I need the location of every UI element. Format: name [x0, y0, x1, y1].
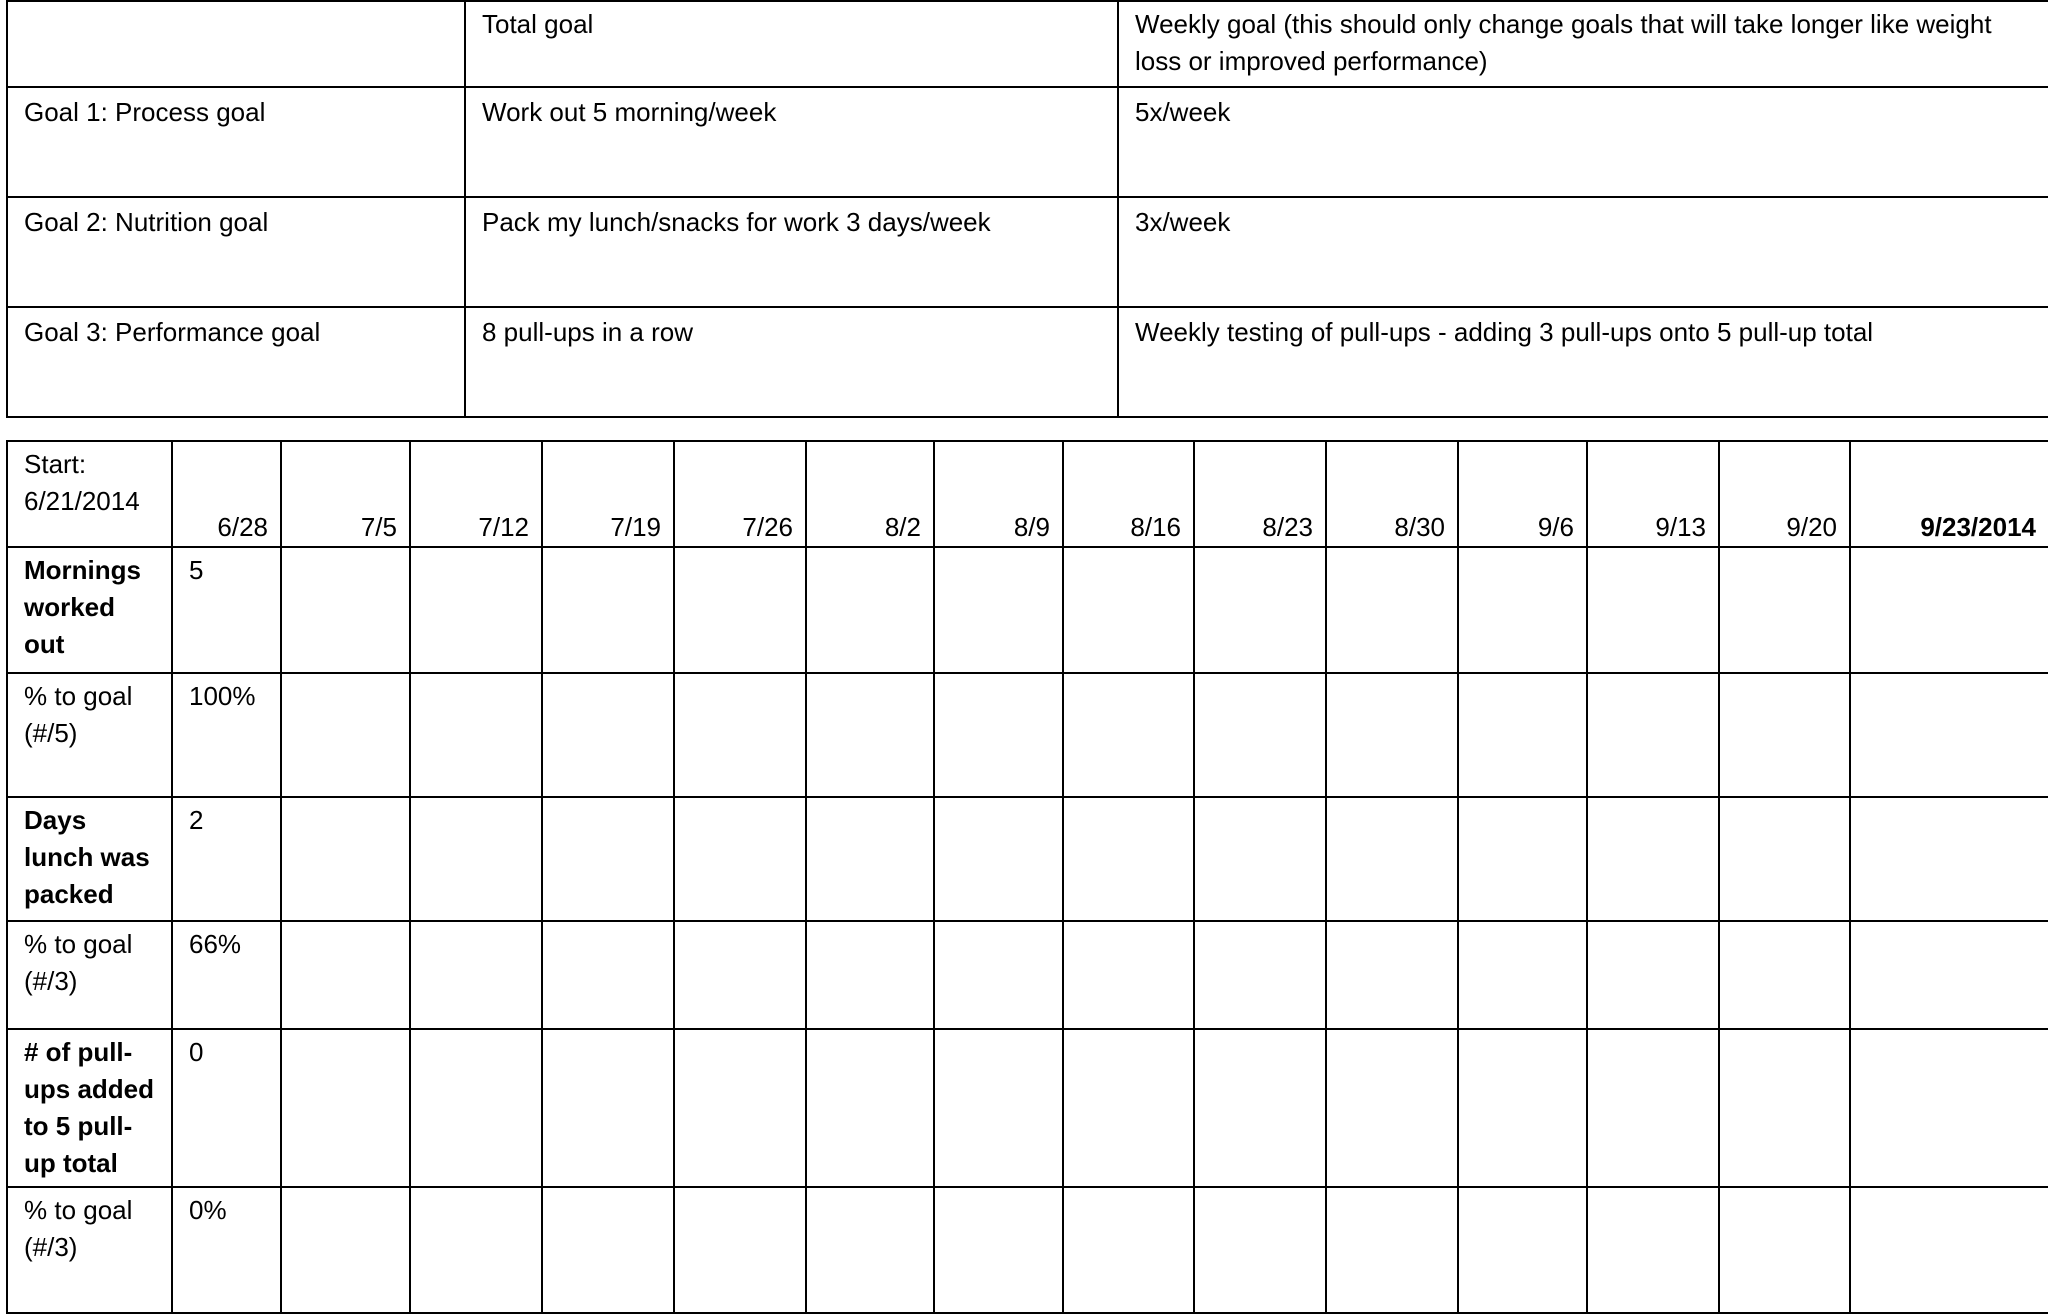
goal-row-1: [7, 87, 2048, 197]
tracker-empty-cell[interactable]: [542, 673, 674, 797]
tracker-empty-cell[interactable]: [1194, 797, 1326, 921]
tracker-empty-cell[interactable]: [1194, 1187, 1326, 1313]
tracker-empty-cell[interactable]: [674, 673, 806, 797]
tracker-empty-cell[interactable]: [674, 1029, 806, 1187]
start-date: 6/21/2014: [24, 486, 140, 516]
tracker-empty-cell[interactable]: [1719, 547, 1850, 673]
tracker-row: [7, 547, 2048, 673]
goals-header-empty: [7, 1, 465, 87]
tracker-empty-cell[interactable]: [410, 673, 542, 797]
tracker-empty-cell[interactable]: [1587, 1187, 1719, 1313]
week-date-header: 8/9: [934, 441, 1063, 547]
tracker-value-cell[interactable]: 5: [172, 547, 281, 673]
tracker-empty-cell[interactable]: [1326, 1029, 1458, 1187]
week-date-header: 9/6: [1458, 441, 1587, 547]
week-date-header: 8/30: [1326, 441, 1458, 547]
tracker-row: [7, 1187, 2048, 1313]
week-date-header: 9/13: [1587, 441, 1719, 547]
tracker-empty-cell[interactable]: [542, 1187, 674, 1313]
tracker-empty-cell[interactable]: [674, 547, 806, 673]
tracker-empty-cell[interactable]: [281, 797, 410, 921]
week-date-header: 7/19: [542, 441, 674, 547]
start-label: Start:: [24, 449, 87, 479]
goals-header-weekly: Weekly goal (this should only change goals that will take longer like weight loss or improved performance): [1118, 1, 2048, 87]
tracker-empty-cell[interactable]: [1326, 921, 1458, 1029]
tracker-empty-cell[interactable]: [281, 547, 410, 673]
tracker-empty-cell[interactable]: [1063, 1187, 1194, 1313]
tracker-empty-cell[interactable]: [934, 1187, 1063, 1313]
tracker-empty-cell[interactable]: [542, 921, 674, 1029]
tracker-empty-cell[interactable]: [1063, 673, 1194, 797]
tracker-empty-cell[interactable]: [1194, 921, 1326, 1029]
goal-label: Goal 2: Nutrition goal: [7, 197, 465, 307]
week-date-header: 8/2: [806, 441, 934, 547]
tracker-row-label: Days lunch was packed: [7, 797, 172, 921]
tracker-empty-cell[interactable]: [1326, 673, 1458, 797]
tracker-empty-cell[interactable]: [1587, 673, 1719, 797]
week-date-header: 7/26: [674, 441, 806, 547]
week-date-header: 7/5: [281, 441, 410, 547]
tracker-empty-cell[interactable]: [806, 1029, 934, 1187]
week-date-header: 8/23: [1194, 441, 1326, 547]
tracker-date-row: [7, 441, 2048, 547]
goal-total: Pack my lunch/snacks for work 3 days/week: [465, 197, 1118, 307]
tracker-empty-cell[interactable]: [1587, 1029, 1719, 1187]
tracker-empty-cell[interactable]: [1850, 921, 2048, 1029]
goals-header-row: [7, 1, 2048, 87]
tracker-empty-cell[interactable]: [1458, 1029, 1587, 1187]
tracker-empty-cell[interactable]: [674, 797, 806, 921]
tracker-value-cell[interactable]: 2: [172, 797, 281, 921]
tracker-empty-cell[interactable]: [934, 673, 1063, 797]
tracker-empty-cell[interactable]: [1458, 1187, 1587, 1313]
tracker-empty-cell[interactable]: [1719, 797, 1850, 921]
tracker-empty-cell[interactable]: [1458, 673, 1587, 797]
tracker-empty-cell[interactable]: [1719, 1029, 1850, 1187]
tracker-empty-cell[interactable]: [281, 1187, 410, 1313]
goal-weekly: Weekly testing of pull-ups - adding 3 pull-ups onto 5 pull-up total: [1118, 307, 2048, 417]
tracker-empty-cell[interactable]: [1194, 1029, 1326, 1187]
tracker-empty-cell[interactable]: [1850, 1029, 2048, 1187]
tracker-empty-cell[interactable]: [806, 1187, 934, 1313]
tracker-empty-cell[interactable]: [1063, 1029, 1194, 1187]
tracker-empty-cell[interactable]: [281, 921, 410, 1029]
goal-label: Goal 1: Process goal: [7, 87, 465, 197]
tracker-empty-cell[interactable]: [410, 1029, 542, 1187]
tracker-empty-cell[interactable]: [806, 797, 934, 921]
tracker-row-label: Mornings worked out: [7, 547, 172, 673]
tracker-empty-cell[interactable]: [934, 547, 1063, 673]
tracker-empty-cell[interactable]: [410, 547, 542, 673]
end-date-header: 9/23/2014: [1850, 441, 2048, 547]
tracker-empty-cell[interactable]: [1063, 921, 1194, 1029]
week-date-header: 9/20: [1719, 441, 1850, 547]
tracker-value-cell[interactable]: 66%: [172, 921, 281, 1029]
tracker-value-cell[interactable]: 0%: [172, 1187, 281, 1313]
tracker-empty-cell[interactable]: [806, 547, 934, 673]
goal-row-3: [7, 307, 2048, 417]
goals-header-total: Total goal: [465, 1, 1118, 87]
tracker-empty-cell[interactable]: [410, 1187, 542, 1313]
goals-table: [6, 0, 2048, 418]
tracker-empty-cell[interactable]: [542, 797, 674, 921]
tracker-row: [7, 1029, 2048, 1187]
tracker-empty-cell[interactable]: [1458, 921, 1587, 1029]
tracker-empty-cell[interactable]: [674, 1187, 806, 1313]
tracker-empty-cell[interactable]: [806, 673, 934, 797]
tracker-empty-cell[interactable]: [1326, 1187, 1458, 1313]
tracker-empty-cell[interactable]: [542, 1029, 674, 1187]
tracker-empty-cell[interactable]: [1587, 921, 1719, 1029]
tracker-empty-cell[interactable]: [934, 1029, 1063, 1187]
tracker-empty-cell[interactable]: [1719, 921, 1850, 1029]
tracker-empty-cell[interactable]: [1458, 797, 1587, 921]
tracker-empty-cell[interactable]: [1326, 547, 1458, 673]
tracker-empty-cell[interactable]: [1719, 673, 1850, 797]
start-cell: [7, 441, 172, 547]
tracker-empty-cell[interactable]: [934, 921, 1063, 1029]
tracker-empty-cell[interactable]: [1194, 547, 1326, 673]
tracker-empty-cell[interactable]: [1850, 1187, 2048, 1313]
tracker-row: [7, 921, 2048, 1029]
tracker-empty-cell[interactable]: [1850, 797, 2048, 921]
tracker-row-label: % to goal (#/5): [7, 673, 172, 797]
goal-row-2: [7, 197, 2048, 307]
tracker-value-cell[interactable]: 0: [172, 1029, 281, 1187]
tracker-table: [6, 440, 2048, 1314]
tracker-row-label: % to goal (#/3): [7, 1187, 172, 1313]
tracker-empty-cell[interactable]: [1850, 547, 2048, 673]
goal-total: 8 pull-ups in a row: [465, 307, 1118, 417]
tracker-value-cell[interactable]: 100%: [172, 673, 281, 797]
tracker-empty-cell[interactable]: [934, 797, 1063, 921]
tracker-empty-cell[interactable]: [1063, 797, 1194, 921]
tracker-empty-cell[interactable]: [410, 797, 542, 921]
tracker-empty-cell[interactable]: [410, 921, 542, 1029]
tracker-empty-cell[interactable]: [542, 547, 674, 673]
tracker-empty-cell[interactable]: [1587, 797, 1719, 921]
tracker-row-label: % to goal (#/3): [7, 921, 172, 1029]
goal-weekly: 5x/week: [1118, 87, 2048, 197]
tracker-empty-cell[interactable]: [674, 921, 806, 1029]
tracker-empty-cell[interactable]: [1458, 547, 1587, 673]
goal-label: Goal 3: Performance goal: [7, 307, 465, 417]
week-date-header: 8/16: [1063, 441, 1194, 547]
tracker-empty-cell[interactable]: [281, 1029, 410, 1187]
tracker-empty-cell[interactable]: [1850, 673, 2048, 797]
tracker-empty-cell[interactable]: [1326, 797, 1458, 921]
tracker-empty-cell[interactable]: [1194, 673, 1326, 797]
goal-total: Work out 5 morning/week: [465, 87, 1118, 197]
tracker-empty-cell[interactable]: [1587, 547, 1719, 673]
tracker-empty-cell[interactable]: [281, 673, 410, 797]
tracker-empty-cell[interactable]: [1719, 1187, 1850, 1313]
tracker-row: [7, 797, 2048, 921]
tracker-empty-cell[interactable]: [1063, 547, 1194, 673]
goal-weekly: 3x/week: [1118, 197, 2048, 307]
week-date-header: 7/12: [410, 441, 542, 547]
tracker-row: [7, 673, 2048, 797]
week-date-header: 6/28: [172, 441, 281, 547]
tracker-row-label: # of pull-ups added to 5 pull-up total: [7, 1029, 172, 1187]
tracker-empty-cell[interactable]: [806, 921, 934, 1029]
